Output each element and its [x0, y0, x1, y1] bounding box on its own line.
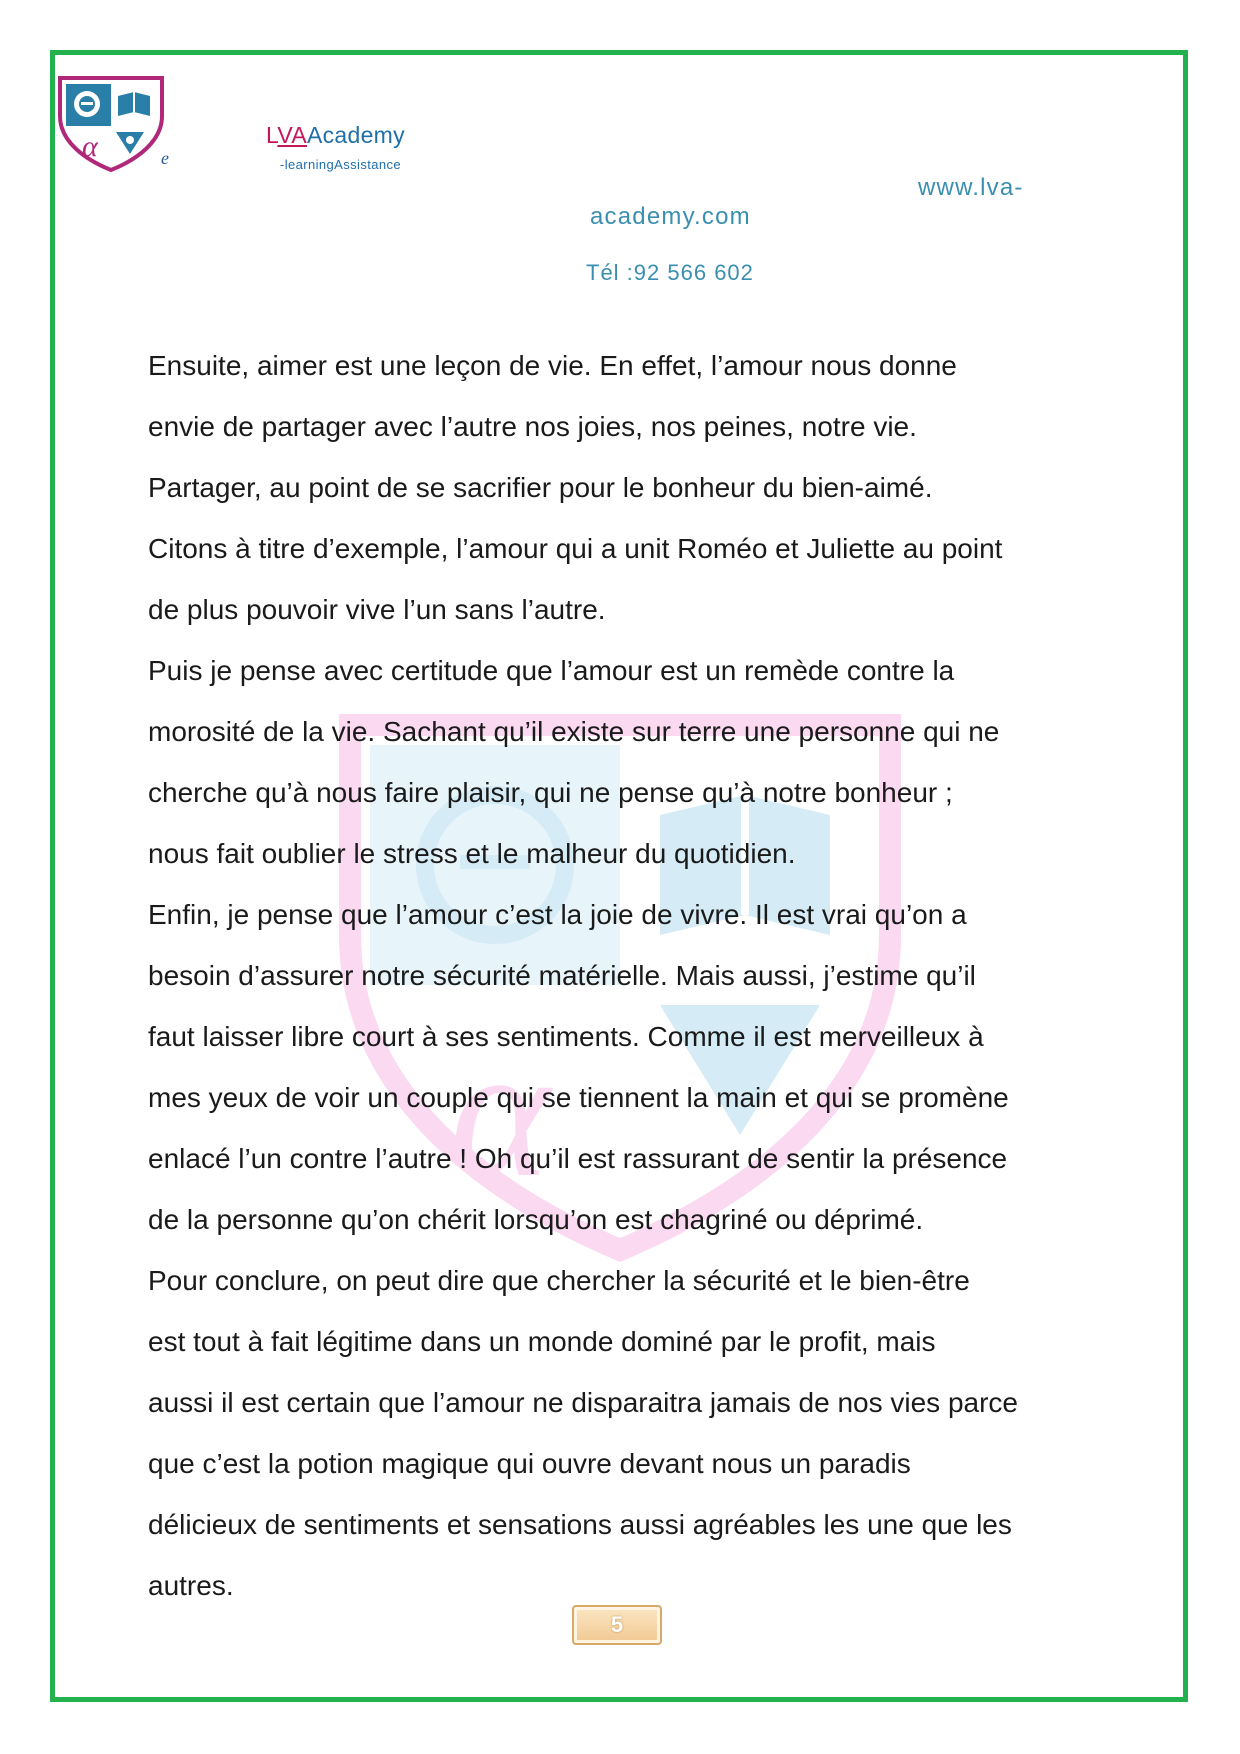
brand-name — [266, 122, 405, 149]
lva-academy-logo — [56, 76, 166, 172]
body-text-line: délicieux de sentiments et sensations aussi agréables les une que les — [148, 1509, 1012, 1540]
brand-tagline: -learningAssistance — [280, 157, 402, 172]
body-text-line: de la personne qu’on chérit lorsqu’on est chagriné ou déprimé. — [148, 1204, 924, 1235]
body-text-line: Enfin, je pense que l’amour c’est la joie de vivre. Il est vrai qu’on a — [148, 899, 967, 930]
svg-text:α: α — [450, 1007, 550, 1217]
body-text-line: envie de partager avec l’autre nos joies, nos peines, notre vie. — [148, 411, 917, 442]
body-text-line: est tout à fait légitime dans un monde dominé par le profit, mais — [148, 1326, 936, 1357]
body-text-line: cherche qu’à nous faire plaisir, qui ne pense qu’à notre bonheur ; — [148, 777, 953, 808]
body-text-line: Citons à titre d’exemple, l’amour qui a unit Roméo et Juliette au point — [148, 533, 1003, 564]
page-number-badge: 5 — [572, 1605, 662, 1645]
body-text-line: enlacé l’un contre l’autre ! Oh qu’il est rassurant de sentir la présence — [148, 1143, 1008, 1174]
phone-number: Tél :92 566 602 — [586, 260, 754, 285]
body-text-line: faut laisser libre court à ses sentiments. Comme il est merveilleux à — [148, 1021, 984, 1052]
body-text-line: que c’est la potion magique qui ouvre devant nous un paradis — [148, 1448, 911, 1479]
body-text-line: nous fait oublier le stress et le malheur du quotidien. — [148, 838, 796, 869]
essay-body — [148, 335, 1108, 1616]
body-text-line: besoin d’assurer notre sécurité matérielle. Mais aussi, j’estime qu’il — [148, 960, 976, 991]
body-text-line: mes yeux de voir un couple qui se tiennent la main et qui se promène — [148, 1082, 1009, 1113]
brand-l: L — [266, 122, 278, 148]
body-text-line: de plus pouvoir vive l’un sans l’autre. — [148, 594, 606, 625]
logo-suffix: e — [161, 148, 169, 168]
body-text-line: aussi il est certain que l’amour ne disparaitra jamais de nos vies parce — [148, 1387, 1018, 1418]
website-link-part1[interactable]: www.lva- — [918, 174, 1024, 201]
body-text-line: Ensuite, aimer est une leçon de vie. En effet, l’amour nous donne — [148, 350, 957, 381]
website-link-part2[interactable]: academy.com — [590, 203, 751, 230]
body-text-line: Partager, au point de se sacrifier pour le bonheur du bien-aimé. — [148, 472, 933, 503]
svg-text:α: α — [82, 130, 98, 163]
body-text-line: Pour conclure, on peut dire que chercher la sécurité et le bien-être — [148, 1265, 970, 1296]
brand-va: VA — [277, 122, 307, 148]
body-text-line: autres. — [148, 1570, 234, 1601]
body-text-line: morosité de la vie. Sachant qu’il existe sur terre une personne qui ne — [148, 716, 1000, 747]
body-text-line: Puis je pense avec certitude que l’amour est un remède contre la — [148, 655, 955, 686]
brand-academy: Academy — [306, 122, 405, 148]
